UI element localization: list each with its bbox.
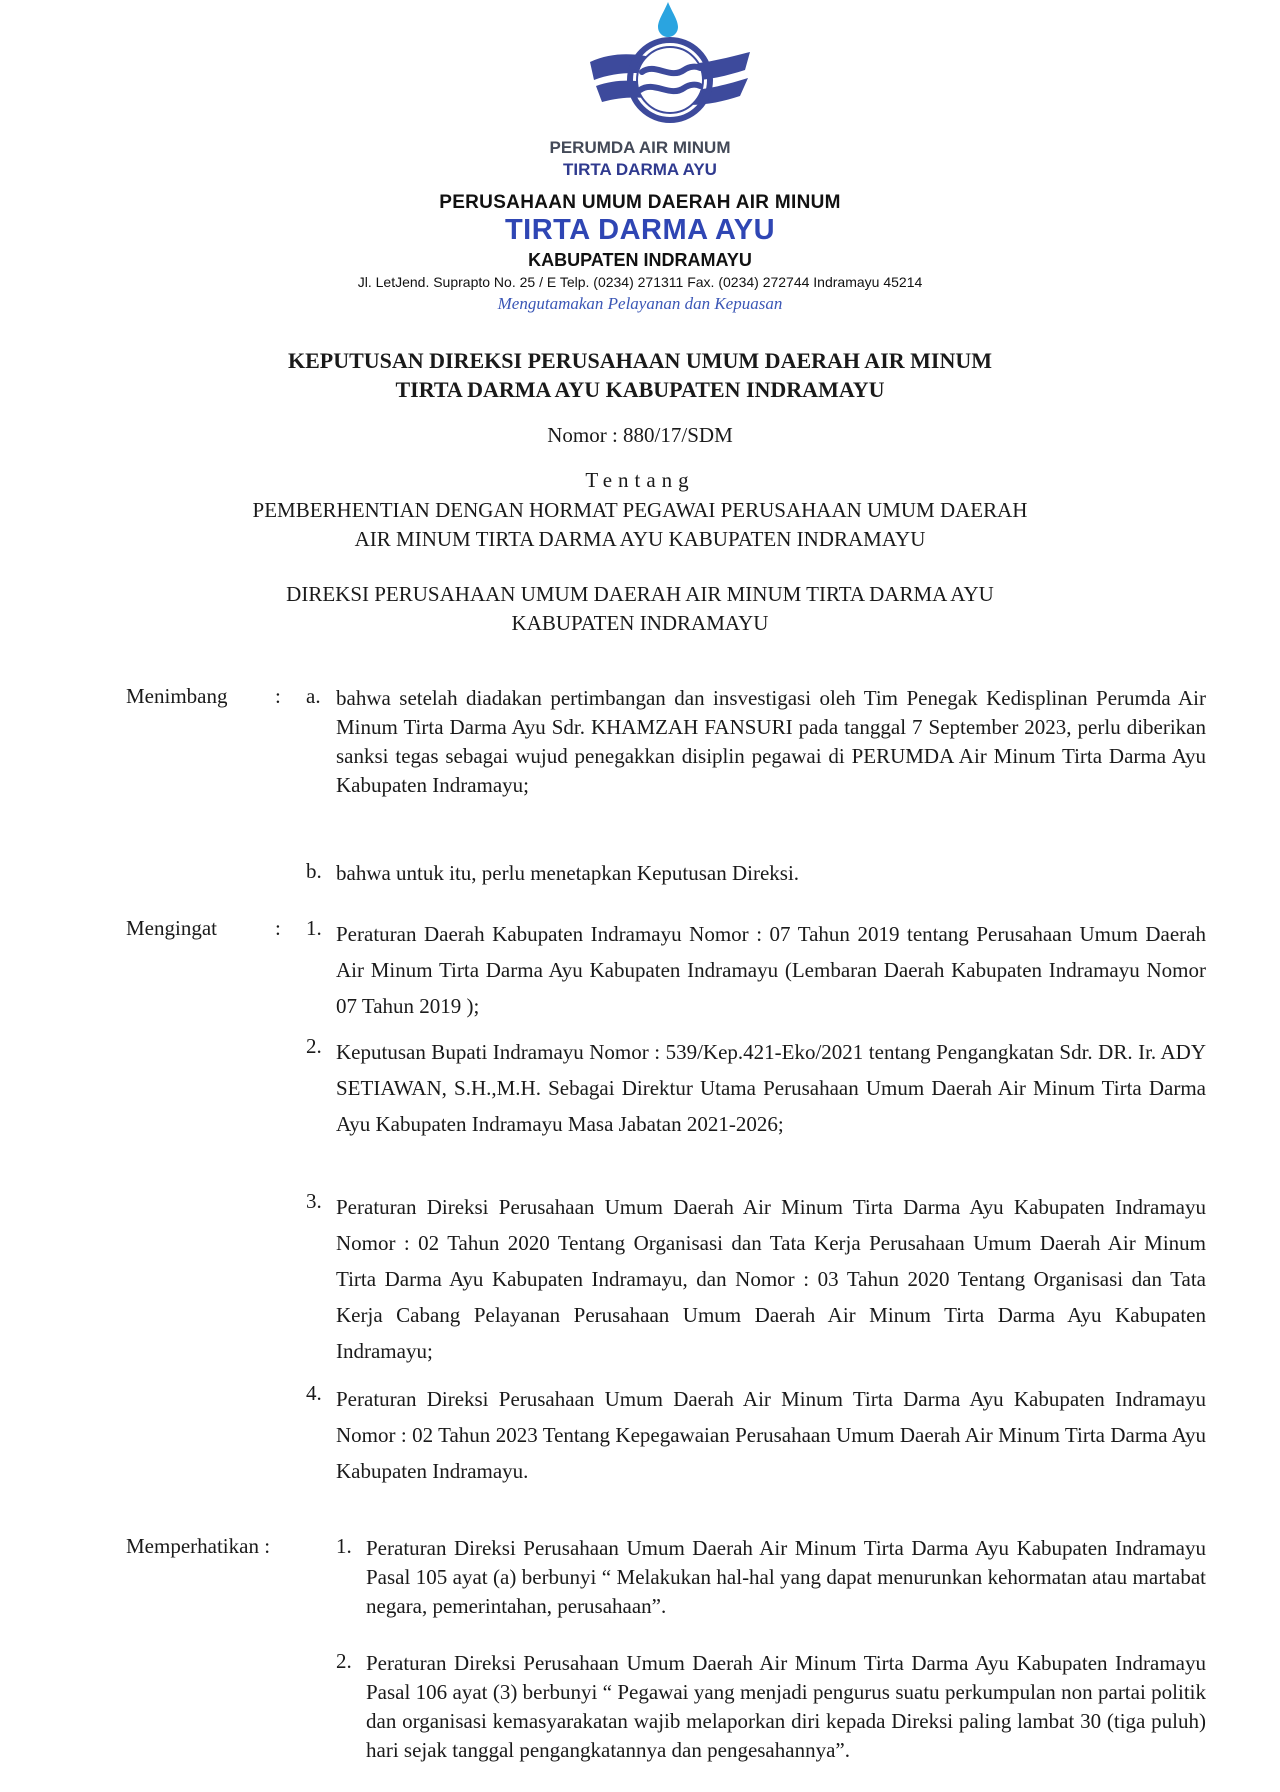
decree-title-line1: KEPUTUSAN DIREKSI PERUSAHAAN UMUM DAERAH AIR MINUM xyxy=(287,348,993,373)
brand-name: PERUMDA AIR MINUM xyxy=(549,138,731,157)
decree-subject-line2: AIR MINUM TIRTA DARMA AYU KABUPATEN INDRAMAYU xyxy=(354,527,926,551)
menimbang-marker-b: b. xyxy=(306,859,322,883)
company-address: Jl. LetJend. Suprapto No. 25 / E Telp. (0234) 271311 Fax. (0234) 272744 Indramayu 45214 xyxy=(357,274,923,290)
memperhatikan-marker-2: 2. xyxy=(336,1649,352,1673)
mengingat-item-2: Keputusan Bupati Indramayu Nomor : 539/Kep.421-Eko/2021 tentang Pengangkatan Sdr. DR. Ir. ADY SETIAWAN, S.H.,M.H. Sebagai Direktur Utama Perusahaan Umum Daerah Air Minum Tirta Darma Ayu Kabupaten Indramayu Masa Jabatan 2021-2026; xyxy=(336,1040,1206,1136)
tentang-heading: Tentang xyxy=(585,468,695,492)
company-name-line1: PERUSAHAAN UMUM DAERAH AIR MINUM xyxy=(439,192,841,213)
issuer-line1: DIREKSI PERUSAHAAN UMUM DAERAH AIR MINUM TIRTA DARMA AYU xyxy=(286,582,994,606)
mengingat-label: Mengingat xyxy=(126,916,217,940)
decree-title-line2: TIRTA DARMA AYU KABUPATEN INDRAMAYU xyxy=(395,377,885,402)
memperhatikan-marker-1: 1. xyxy=(336,1534,352,1558)
memperhatikan-item-1: Peraturan Direksi Perusahaan Umum Daerah Air Minum Tirta Darma Ayu Kabupaten Indramayu Pasal 105 ayat (a) berbunyi “ Melakukan hal-hal yang dapat menurunkan kehormatan atau martabat negara, pemerintahan, perusahaan”. xyxy=(366,1536,1206,1618)
company-name-line3: KABUPATEN INDRAMAYU xyxy=(528,250,752,270)
mengingat-marker-4: 4. xyxy=(306,1381,322,1405)
menimbang-marker-a: a. xyxy=(306,684,321,708)
menimbang-label: Menimbang xyxy=(126,684,228,708)
brand-subname: TIRTA DARMA AYU xyxy=(563,160,717,179)
company-logo xyxy=(580,0,760,140)
company-name-line2: TIRTA DARMA AYU xyxy=(504,214,776,246)
mengingat-marker-1: 1. xyxy=(306,916,322,940)
mengingat-item-3: Peraturan Direksi Perusahaan Umum Daerah Air Minum Tirta Darma Ayu Kabupaten Indramayu Nomor : 02 Tahun 2020 Tentang Organisasi dan Tata Kerja Perusahaan Umum Daerah Air Minum Tirta Darma Ayu Kabupaten Indramayu, dan Nomor : 03 Tahun 2020 Tentang Organisasi dan Tata Kerja Cabang Pelayanan Perusahaan Umum Daerah Air Minum Tirta Darma Ayu Kabupaten Indramayu; xyxy=(336,1195,1206,1363)
menimbang-item-a: bahwa setelah diadakan pertimbangan dan insvestigasi oleh Tim Penegak Kedisplinan Perumda Air Minum Tirta Darma Ayu Sdr. KHAMZAH FANSURI pada tanggal 7 September 2023, perlu diberikan sanksi tegas sebagai wujud penegakkan disiplin pegawai di PERUMDA Air Minum Tirta Darma Ayu Kabupaten Indramayu; xyxy=(336,686,1206,797)
menimbang-colon: : xyxy=(275,684,281,708)
decree-number: Nomor : 880/17/SDM xyxy=(547,423,733,447)
mengingat-colon: : xyxy=(275,916,281,940)
memperhatikan-label: Memperhatikan : xyxy=(126,1534,271,1558)
mengingat-marker-2: 2. xyxy=(306,1034,322,1058)
decree-title xyxy=(0,346,1280,404)
decree-subject xyxy=(0,496,1280,554)
mengingat-item-4: Peraturan Direksi Perusahaan Umum Daerah Air Minum Tirta Darma Ayu Kabupaten Indramayu Nomor : 02 Tahun 2023 Tentang Kepegawaian Perusahaan Umum Daerah Air Minum Tirta Darma Ayu Kabupaten Indramayu. xyxy=(336,1387,1206,1483)
menimbang-item-b: bahwa untuk itu, perlu menetapkan Keputusan Direksi. xyxy=(336,861,800,885)
water-drop-icon xyxy=(658,2,678,37)
issuer-heading xyxy=(0,580,1280,638)
decree-subject-line1: PEMBERHENTIAN DENGAN HORMAT PEGAWAI PERUSAHAAN UMUM DAERAH xyxy=(252,498,1028,522)
memperhatikan-item-2: Peraturan Direksi Perusahaan Umum Daerah Air Minum Tirta Darma Ayu Kabupaten Indramayu Pasal 106 ayat (3) berbunyi “ Pegawai yang menjadi pengurus suatu perkumpulan non partai politik dan organisasi kemasyarakatan wajib melaporkan diri kepada Direksi paling lambat 30 (tiga puluh) hari sejak tanggal pengangkatannya dan pengesahannya”. xyxy=(366,1651,1206,1762)
mengingat-marker-3: 3. xyxy=(306,1189,322,1213)
company-motto: Mengutamakan Pelayanan dan Kepuasan xyxy=(497,294,783,313)
mengingat-item-1: Peraturan Daerah Kabupaten Indramayu Nomor : 07 Tahun 2019 tentang Perusahaan Umum Daerah Air Minum Tirta Darma Ayu Kabupaten Indramayu (Lembaran Daerah Kabupaten Indramayu Nomor 07 Tahun 2019 ); xyxy=(336,922,1206,1018)
issuer-line2: KABUPATEN INDRAMAYU xyxy=(511,611,769,635)
